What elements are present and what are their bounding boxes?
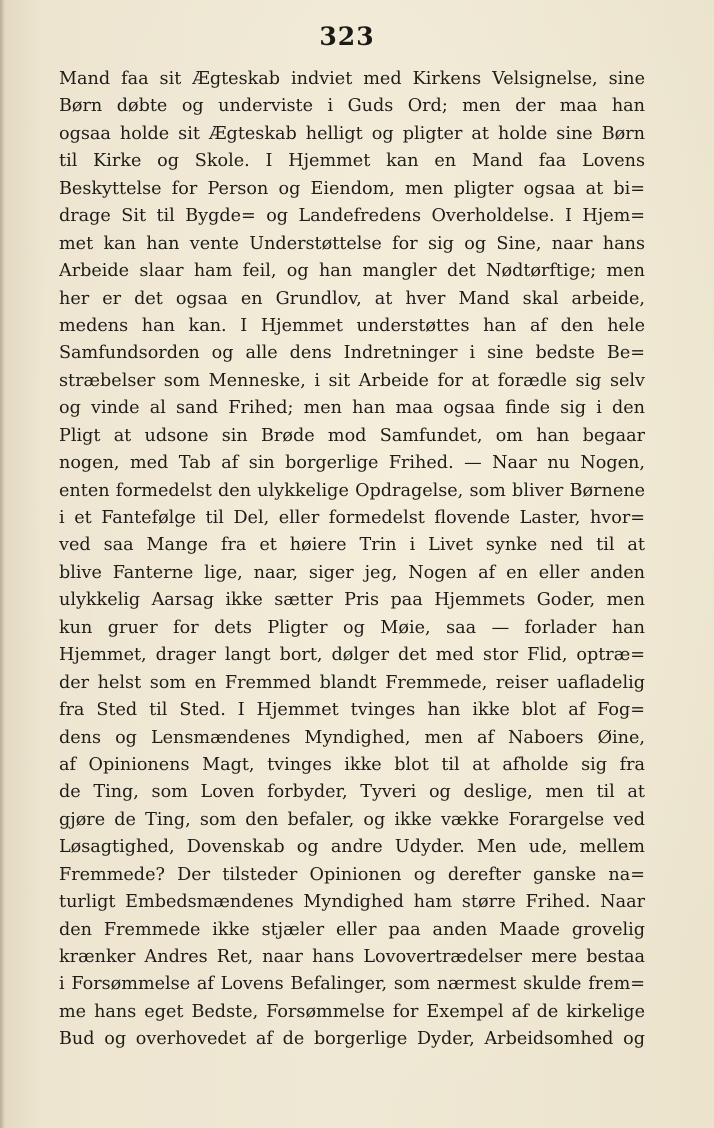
text-line: i Forsømmelse af Lovens Befalinger, som nærmest skulde frem= (59, 974, 645, 995)
text-line: der helst som en Fremmed blandt Fremmede, reiser uafladelig (59, 672, 645, 693)
text-line: Løsagtighed, Dovenskab og andre Udyder. Men ude, mellem (59, 837, 645, 858)
text-line: enten formedelst den ulykkelige Opdragelse, som bliver Børnene (59, 480, 645, 501)
text-line: de Ting, som Loven forbyder, Tyveri og deslige, men til at (59, 782, 645, 803)
text-line: Fremmede? Der tilsteder Opinionen og derefter ganske na= (59, 864, 645, 885)
text-line: af Opinionens Magt, tvinges ikke blot til at afholde sig fra (59, 754, 645, 775)
text-line: turligt Embedsmændenes Myndighed ham større Frihed. Naar (59, 892, 645, 913)
text-line: ved saa Mange fra et høiere Trin i Livet synke ned til at (59, 535, 645, 556)
text-line: Bud og overhovedet af de borgerlige Dyder, Arbeidsomhed og (59, 1029, 645, 1050)
page-binding-edge (0, 0, 5, 1128)
text-line: Mand faa sit Ægteskab indviet med Kirkens Velsignelse, sine (59, 69, 645, 89)
text-line: krænker Andres Ret, naar hans Lovovertrædelser mere bestaa (59, 947, 645, 967)
text-line: stræbelser som Menneske, i sit Arbeide for at forædle sig selv (59, 370, 645, 391)
text-line: me hans eget Bedste, Forsømmelse for Exempel af de kirkelige (59, 1001, 645, 1022)
text-line: Beskyttelse for Person og Eiendom, men pligter ogsaa at bi= (59, 178, 645, 199)
text-line: blive Fanterne lige, naar, siger jeg, Nogen af en eller anden (59, 562, 645, 583)
body-text (59, 66, 645, 1054)
page-number: 323 (319, 22, 375, 51)
text-line: ulykkelig Aarsag ikke sætter Pris paa Hjemmets Goder, men (59, 590, 645, 611)
text-line: til Kirke og Skole. I Hjemmet kan en Mand faa Lovens (59, 151, 645, 172)
text-line: ogsaa holde sit Ægteskab helligt og pligter at holde sine Børn (59, 123, 645, 144)
text-line: den Fremmede ikke stjæler eller paa anden Maade grovelig (59, 919, 645, 940)
text-line: Samfundsorden og alle dens Indretninger i sine bedste Be= (59, 343, 645, 364)
text-line: met kan han vente Understøttelse for sig og Sine, naar hans (59, 233, 645, 254)
text-line: drage Sit til Bygde= og Landefredens Overholdelse. I Hjem= (59, 206, 645, 227)
text-line: Hjemmet, drager langt bort, dølger det med stor Flid, optræ= (59, 645, 645, 666)
text-line: nogen, med Tab af sin borgerlige Frihed. — Naar nu Nogen, (59, 453, 645, 474)
text-line: medens han kan. I Hjemmet understøttes han af den hele (59, 315, 645, 336)
text-line: kun gruer for dets Pligter og Møie, saa — forlader han (59, 617, 645, 638)
text-line: Pligt at udsone sin Brøde mod Samfundet, om han begaar (59, 425, 645, 446)
text-line: Børn døbte og underviste i Guds Ord; men der maa han (59, 96, 645, 117)
text-line: dens og Lensmændenes Myndighed, men af Naboers Øine, (59, 727, 645, 748)
text-line: i et Fantefølge til Del, eller formedelst flovende Laster, hvor= (59, 508, 645, 528)
text-line: fra Sted til Sted. I Hjemmet tvinges han ikke blot af Fog= (59, 700, 645, 721)
text-line: Arbeide slaar ham feil, og han mangler det Nødtørftige; men (59, 261, 645, 282)
text-line: her er det ogsaa en Grundlov, at hver Mand skal arbeide, (59, 288, 645, 309)
text-line: og vinde al sand Frihed; men han maa ogsaa finde sig i den (59, 398, 645, 419)
text-line: gjøre de Ting, som den befaler, og ikke vække Forargelse ved (59, 809, 645, 830)
